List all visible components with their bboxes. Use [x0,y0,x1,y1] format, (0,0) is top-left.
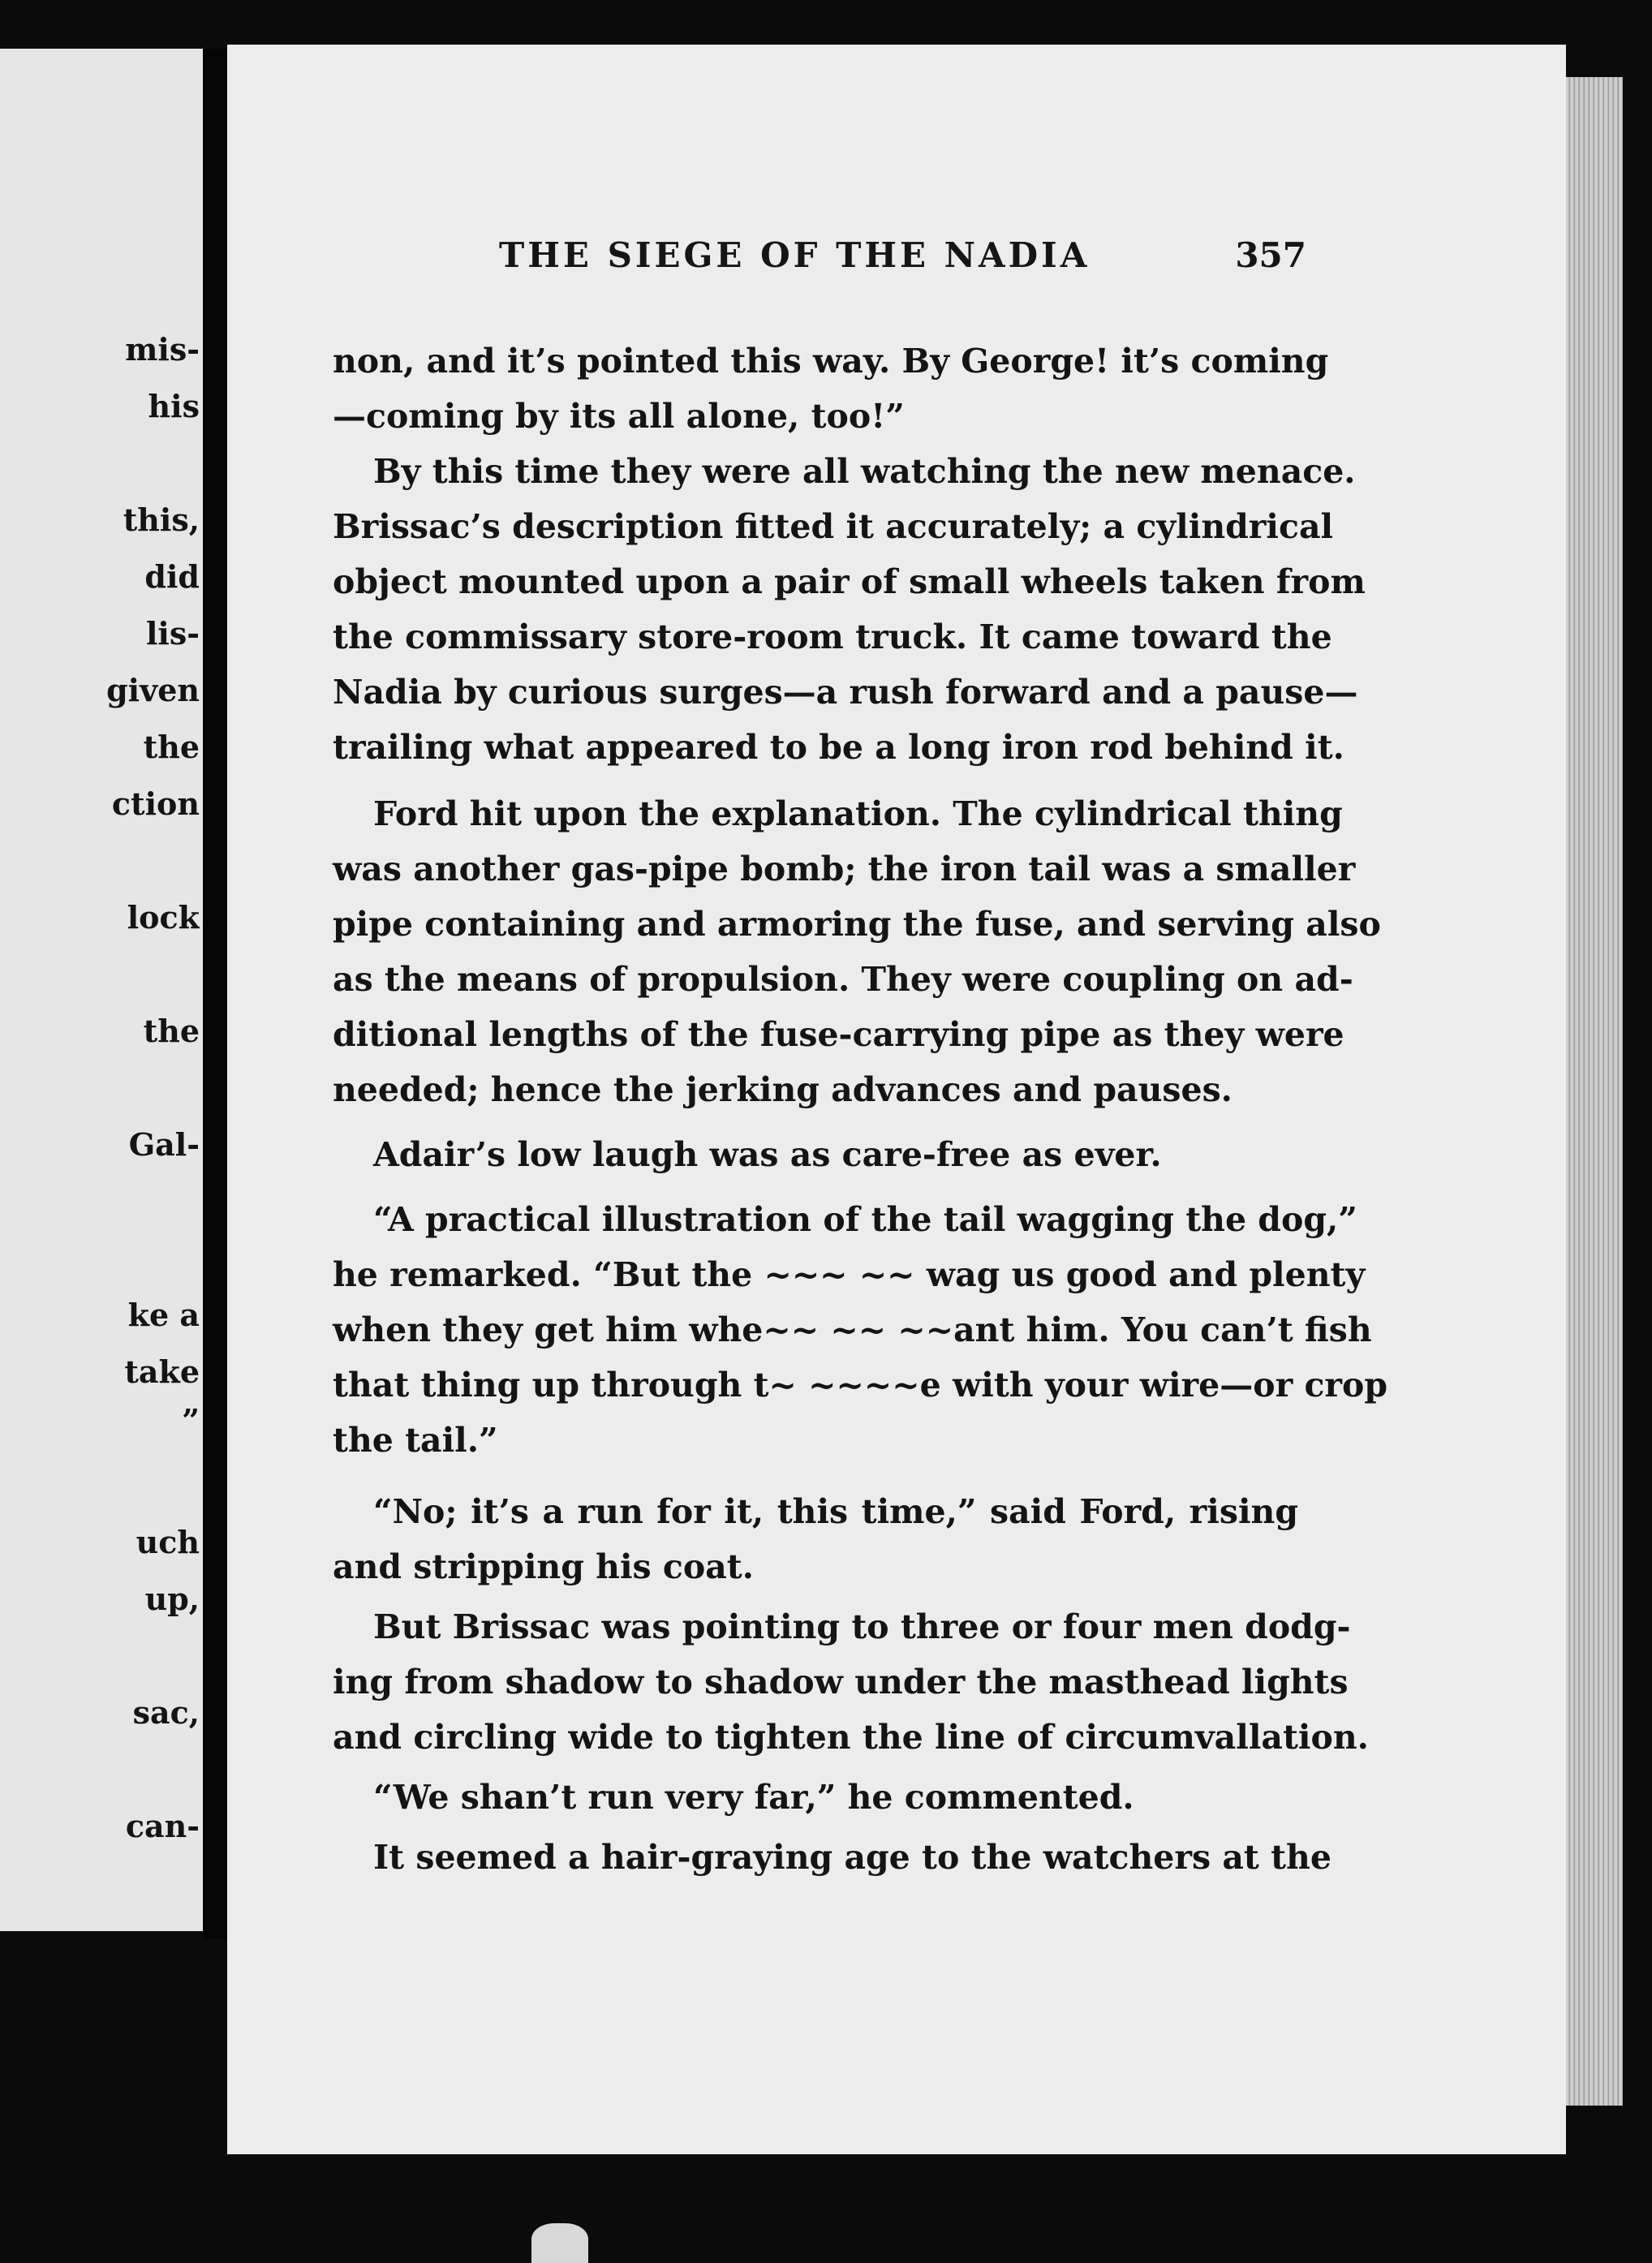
text-line: “No; it’s a run for it, this time,” said Ford, rising [373,1492,1298,1531]
page-number: 357 [1235,235,1306,275]
left-fragment: uch [136,1524,200,1560]
text-line: ditional lengths of the fuse-carrying pipe as they were [333,1015,1344,1054]
left-fragment: the [143,1013,200,1049]
left-fragment: take [124,1353,200,1390]
text-line: Brissac’s description fitted it accurately; a cylindrical [333,507,1334,546]
text-line: when they get him whe~~ ~~ ~~ant him. You can’t fish [333,1310,1372,1349]
text-line: the commissary store-room truck. It came toward the [333,617,1332,656]
text-line: “We shan’t run very far,” he commented. [373,1778,1134,1817]
text-line: Ford hit upon the explanation. The cylindrical thing [373,794,1343,833]
running-head-title: THE SIEGE OF THE NADIA [499,235,1091,275]
text-line: and stripping his coat. [333,1547,755,1586]
left-fragment: this, [123,501,200,538]
text-line: It seemed a hair-graying age to the watchers at the [373,1838,1331,1877]
scan-smudge [531,2223,588,2263]
left-fragment: Gal- [128,1126,200,1163]
left-fragment: his [148,388,200,424]
text-line: as the means of propulsion. They were coupling on ad- [333,960,1353,999]
text-line: that thing up through t~ ~~~~e with your wire—or crop [333,1366,1388,1405]
text-line: By this time they were all watching the new menace. [373,452,1356,491]
text-line: object mounted upon a pair of small wheels taken from [333,562,1366,601]
left-fragment: given [106,672,200,708]
text-line: the tail.” [333,1421,498,1460]
left-fragment: the [143,729,200,765]
text-line: But Brissac was pointing to three or four men dodg- [373,1607,1351,1646]
text-line: and circling wide to tighten the line of circumvallation. [333,1718,1369,1757]
left-fragment: can- [125,1808,200,1844]
left-fragment: sac, [132,1694,200,1731]
left-fragment: did [144,558,200,595]
text-line: Adair’s low laugh was as care-free as ever. [373,1135,1162,1174]
text-line: trailing what appeared to be a long iron rod behind it. [333,728,1344,767]
text-line: needed; hence the jerking advances and pauses. [333,1070,1233,1109]
left-fragment: mis- [125,331,200,368]
text-line: non, and it’s pointed this way. By George! it’s coming [333,342,1329,381]
left-fragment: lock [127,899,200,936]
left-fragment: ke a [127,1297,200,1333]
text-line: —coming by its all alone, too!” [333,397,905,436]
left-fragment: up, [144,1581,200,1617]
left-fragment: ction [111,785,200,822]
left-fragment: ” [182,1402,200,1439]
text-line: was another gas-pipe bomb; the iron tail was a smaller [333,850,1356,888]
left-fragment: lis- [145,615,200,652]
text-line: he remarked. “But the ~~~ ~~ wag us good and plenty [333,1255,1366,1294]
text-line: ing from shadow to shadow under the masthead lights [333,1663,1349,1702]
text-line: pipe containing and armoring the fuse, and serving also [333,905,1381,944]
text-line: “A practical illustration of the tail wagging the dog,” [373,1200,1357,1239]
text-line: Nadia by curious surges—a rush forward and a pause— [333,673,1358,712]
